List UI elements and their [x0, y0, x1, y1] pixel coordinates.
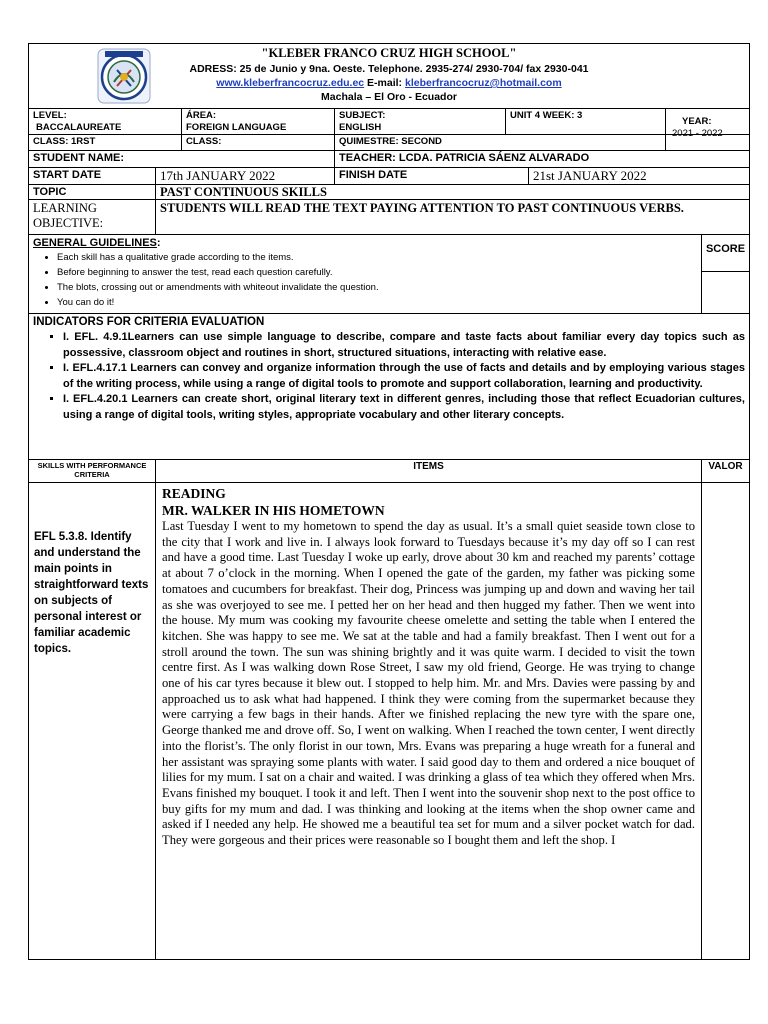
score-cell — [702, 235, 749, 313]
valor-cell[interactable] — [702, 483, 749, 959]
info-row-dates — [29, 168, 749, 185]
guideline-item: • Before beginning to answer the test, read each question carefully. — [57, 265, 697, 280]
exam-sheet — [28, 43, 750, 960]
indicators-section — [29, 314, 749, 460]
area-cell — [182, 109, 335, 134]
school-logo — [97, 48, 151, 104]
items-table-header — [29, 460, 749, 483]
guidelines-title: GENERAL GUIDELINES — [33, 237, 157, 249]
objective-value: STUDENTS WILL READ THE TEXT PAYING ATTENTION TO PAST CONTINUOUS VERBS. — [160, 201, 684, 215]
guideline-item: • Each skill has a qualitative grade according to the items. — [57, 250, 697, 265]
subject-label: SUBJECT: — [339, 110, 386, 121]
year-label: YEAR: — [682, 116, 712, 127]
info-row-topic — [29, 185, 749, 200]
indicators-title: INDICATORS FOR CRITERIA EVALUATION — [33, 316, 265, 328]
area-value: FOREIGN LANGUAGE — [186, 122, 287, 133]
unit-label: UNIT 4 WEEK: 3 — [510, 110, 583, 121]
subject-value: ENGLISH — [339, 122, 382, 133]
guidelines-colon: : — [156, 237, 161, 249]
guideline-item: • You can do it! — [57, 295, 697, 310]
school-city: Machala – El Oro - Ecuador — [321, 91, 457, 103]
class-number: CLASS: 1RST — [29, 135, 182, 150]
indicator-item: ▪ I. EFL.4.17.1 Learners can convey and organize information through the use of facts and details and by employing various stages of the writing process, while using a range of digital tools to promote and support collaboration, learning and productivity. — [63, 361, 745, 392]
reading-title: MR. WALKER IN HIS HOMETOWN — [162, 503, 385, 518]
school-address: ADRESS: 25 de Junio y 9na. Oeste. Telephone. 2935-274/ 2930-704/ fax 2930-041 — [189, 63, 589, 75]
info-row-objective — [29, 200, 749, 235]
area-label: ÁREA: — [186, 110, 217, 121]
reading-text: Last Tuesday I went to my hometown to spend the day as usual. It’s a small quiet seaside town close to the city that I work and live in. I always look forward to Tuesdays because it’s my day off so I can rest and have a good time. Last Tuesday I woke up early, drove about 30 km and reached my parents’ cottage at about 7 o’clock in the morning. When I opened the gate of the garden, my father was picking some tomatoes and cucumbers for breakfast. Their dog, Princess was jumping up and down and waving her tail as she was overjoyed to see me. I petted her on her head and then hugged my father. Then we went into the house. My mum was cooking my favourite cheese omelette and setting the table when I entered the kitchen. She was happy to see me. We sat at the table and had a family breakfast. Then I went out for a stroll around the town. The sun was shining brightly and it was quite warm. I decided to visit the town centre first. As I was walking down Rose Street, I saw my old friend, George. He was trying to change one of his car tyres because it blew out. I stopped to help him. Mr. and Mrs. Davies were passing by and approached us to ask what had happened. I think they were coming from the supermarket because they were carrying a few bags in their hands. After we finished replacing the new tyre with the spare one, George thanked me and drove off. So, I went on walking. When I reached the town center, I went directly into the florist’s. The only florist in our town, Mrs. Evans was preparing a huge wreath for a funeral and her assistant was spraying some plants with water. I said good day to them and ordered a nice bouquet of lilies for my mum. I sat on a chair and waited. I was drinking a glass of tea which they offered when Mrs. Evans finished my bouquet. I took it and left. Then I went into the souvenir shop next to the post office to buy gifts for my mum and dad. I was thinking and looking at the items when the shop owner came and asked if I needed any help. He showed me a beautiful tea set for mum and a silver pocket watch for dad. They were gorgeous and their prices were reasonable so I bought them and left the shop. I — [162, 519, 695, 848]
school-website-link[interactable]: www.kleberfrancocruz.edu.ec — [216, 77, 365, 89]
objective-label: LEARNING OBJECTIVE: — [29, 200, 156, 234]
indicator-item: ▪ I. EFL.4.20.1 Learners can create short, original literary text in different genres, including those that reflect Ecuadorian cultures, using a range of digital tools, writing styles, appropriate vocabulary and other literary concepts. — [63, 392, 745, 423]
level-value: BACCALAUREATE — [36, 122, 122, 133]
teacher-name: TEACHER: LCDA. PATRICIA SÁENZ ALVARADO — [339, 152, 590, 164]
guidelines-cell — [29, 235, 702, 313]
reading-section — [156, 483, 702, 959]
col-skills-header: SKILLS WITH PERFORMANCE CRITERIA — [29, 460, 156, 482]
guidelines-list — [33, 250, 697, 310]
skill-criteria: EFL 5.3.8. Identify and understand the main points in straightforward texts on subjects of personal interest or familiar academic topics. — [29, 483, 156, 959]
subject-cell — [335, 109, 506, 134]
level-cell — [29, 109, 182, 134]
topic-value: PAST CONTINUOUS SKILLS — [160, 185, 327, 199]
unit-cell — [506, 109, 666, 134]
indicators-list — [33, 330, 745, 424]
class-label: CLASS: — [182, 135, 335, 150]
guideline-item: • The blots, crossing out or amendments with whiteout invalidate the question. — [57, 280, 697, 295]
topic-label: TOPIC — [29, 185, 156, 199]
start-date-label: START DATE — [29, 168, 156, 184]
reading-label: READING — [162, 486, 226, 501]
year-value: 2021 - 2022 — [672, 128, 723, 139]
finish-date-value: 21st JANUARY 2022 — [533, 168, 647, 183]
quimestre: QUIMESTRE: SECOND — [335, 135, 666, 150]
info-row-student — [29, 151, 749, 168]
info-row-level — [29, 109, 749, 135]
level-label: LEVEL: — [33, 110, 67, 121]
email-label: E-mail: — [367, 77, 403, 89]
guidelines-section — [29, 235, 749, 314]
school-header — [29, 44, 749, 109]
col-valor-header: VALOR — [708, 461, 743, 472]
info-row-class — [29, 128, 749, 151]
items-table-row — [29, 483, 749, 959]
score-box[interactable] — [702, 272, 749, 313]
indicator-item: ▪ I. EFL. 4.9.1Learners can use simple language to describe, compare and taste facts about familiar every day topics such as possessive, classroom object and routines in short, structured situations, interacting with relative ease. — [63, 330, 745, 361]
student-name-label: STUDENT NAME: — [29, 151, 335, 167]
score-label: SCORE — [702, 235, 749, 272]
finish-date-label: FINISH DATE — [335, 168, 529, 184]
col-items-header: ITEMS — [156, 460, 702, 482]
start-date-value: 17th JANUARY 2022 — [156, 168, 335, 184]
school-email-link[interactable]: kleberfrancocruz@hotmail.com — [404, 77, 562, 89]
school-name: "KLEBER FRANCO CRUZ HIGH SCHOOL" — [261, 46, 517, 60]
